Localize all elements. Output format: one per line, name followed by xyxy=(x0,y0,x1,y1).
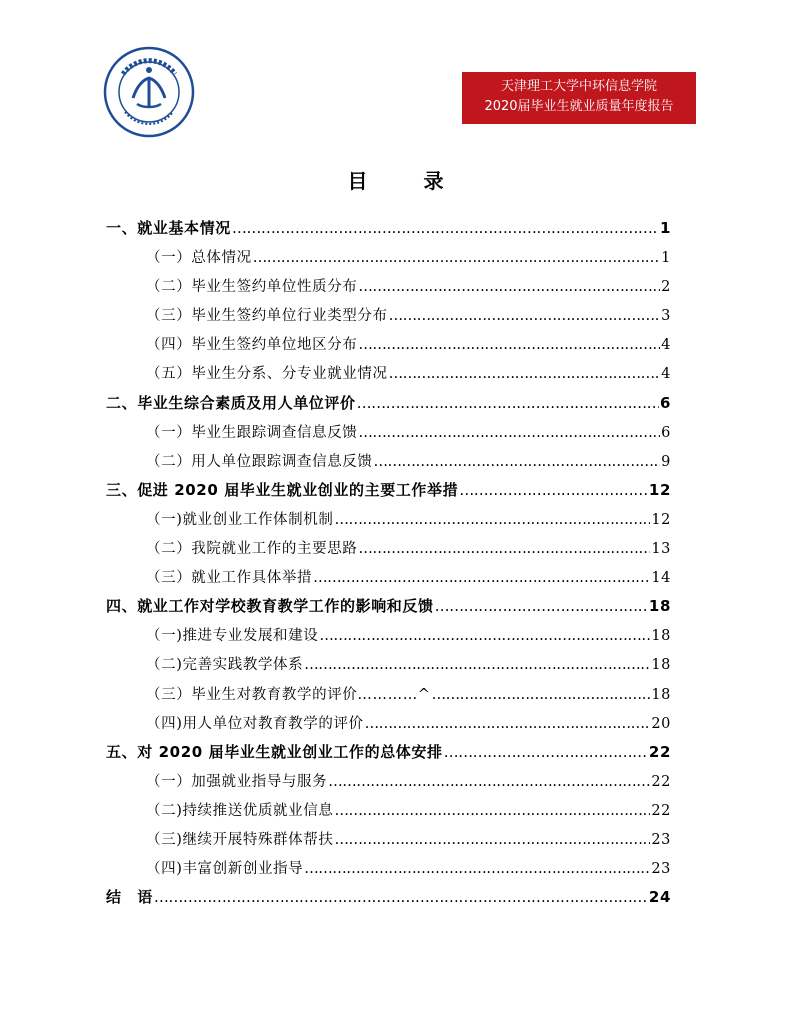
toc-entry-title: （三）就业工作具体举措 xyxy=(146,570,313,587)
header-report-title: 2020届毕业生就业质量年度报告 xyxy=(484,99,674,114)
toc-dot-leader xyxy=(358,425,660,441)
toc-subsection-entry[interactable] xyxy=(106,857,671,886)
toc-page-number: 24 xyxy=(648,888,671,907)
toc-subsection-entry[interactable] xyxy=(106,275,671,304)
toc-page-number: 6 xyxy=(659,393,671,412)
toc-page-number: 3 xyxy=(661,308,671,325)
toc-section-entry[interactable] xyxy=(106,595,671,624)
toc-page-number: 22 xyxy=(651,802,671,819)
toc-subsection-entry[interactable] xyxy=(106,246,671,275)
toc-dot-leader xyxy=(334,512,650,528)
school-seal-logo-icon xyxy=(103,46,195,138)
toc-page-number: 22 xyxy=(651,773,671,790)
toc-subsection-entry[interactable] xyxy=(106,450,671,479)
toc-dot-leader xyxy=(328,774,650,790)
toc-subsection-entry[interactable] xyxy=(106,712,671,741)
toc-page-number: 4 xyxy=(661,337,671,354)
toc-dot-leader xyxy=(435,597,648,615)
toc-dot-leader xyxy=(389,366,661,382)
toc-entry-title: （一）毕业生跟踪调查信息反馈 xyxy=(146,424,358,441)
toc-page-number: 12 xyxy=(648,480,671,499)
toc-dot-leader xyxy=(358,541,650,557)
toc-section-entry[interactable] xyxy=(106,479,671,508)
toc-entry-title: 结 语 xyxy=(106,888,153,907)
toc-page-number: 4 xyxy=(661,366,671,383)
toc-entry-title: （四)丰富创新创业指导 xyxy=(146,861,304,878)
toc-subsection-entry[interactable] xyxy=(106,624,671,653)
toc-dot-leader xyxy=(154,888,648,906)
toc-page-number: 6 xyxy=(661,424,671,441)
toc-subsection-entry[interactable] xyxy=(106,828,671,857)
toc-page-number: 14 xyxy=(651,570,671,587)
toc-page-number: 1 xyxy=(659,219,671,237)
toc-dot-leader xyxy=(304,657,650,673)
toc-dot-leader xyxy=(253,250,660,266)
toc-subsection-entry[interactable] xyxy=(106,537,671,566)
toc-subsection-entry[interactable] xyxy=(106,421,671,450)
toc-entry-title: （一）加强就业指导与服务 xyxy=(146,773,328,790)
toc-dot-leader xyxy=(319,628,650,644)
toc-page-number: 18 xyxy=(651,686,671,703)
toc-page-number: 18 xyxy=(651,628,671,645)
toc-dot-leader xyxy=(444,743,648,761)
toc-dot-leader xyxy=(432,687,651,703)
toc-entry-title: （三）毕业生对教育教学的评价…………^ xyxy=(146,686,431,703)
toc-subsection-entry[interactable] xyxy=(106,770,671,799)
toc-section-entry[interactable] xyxy=(106,741,671,770)
header-school-name: 天津理工大学中环信息学院 xyxy=(500,79,657,94)
toc-entry-title: （二)持续推送优质就业信息 xyxy=(146,802,334,819)
toc-subsection-entry[interactable] xyxy=(106,566,671,595)
toc-subsection-entry[interactable] xyxy=(106,304,671,333)
toc-section-entry[interactable] xyxy=(106,392,671,421)
toc-page-number: 9 xyxy=(661,453,671,470)
toc-dot-leader xyxy=(365,716,651,732)
toc-entry-title: （一）总体情况 xyxy=(146,250,252,267)
toc-subsection-entry[interactable] xyxy=(106,653,671,682)
toc-dot-leader xyxy=(232,219,659,237)
toc-section-entry[interactable] xyxy=(106,886,671,915)
toc-entry-title: （一)就业创业工作体制机制 xyxy=(146,511,334,528)
toc-entry-title: 四、就业工作对学校教育教学工作的影响和反馈 xyxy=(106,597,434,616)
toc-entry-title: （五）毕业生分系、分专业就业情况 xyxy=(146,366,388,383)
toc-entry-title: （二）毕业生签约单位性质分布 xyxy=(146,279,358,296)
toc-entry-title: 五、对 2020 届毕业生就业创业工作的总体安排 xyxy=(106,742,443,761)
toc-entry-title: （二）用人单位跟踪调查信息反馈 xyxy=(146,453,373,470)
toc-page-number: 13 xyxy=(651,541,671,558)
toc-entry-title: （三)继续开展特殊群体帮扶 xyxy=(146,831,334,848)
toc-entry-title: （一)推进专业发展和建设 xyxy=(146,628,319,645)
toc-section-entry[interactable] xyxy=(106,217,671,246)
toc-dot-leader xyxy=(374,454,661,470)
toc-subsection-entry[interactable] xyxy=(106,508,671,537)
report-header-banner xyxy=(462,72,696,124)
toc-dot-leader xyxy=(304,861,650,877)
toc-page-number: 2 xyxy=(661,279,671,296)
toc-page-number: 23 xyxy=(651,831,671,848)
toc-subsection-entry[interactable] xyxy=(106,799,671,828)
toc-page-number: 12 xyxy=(651,511,671,528)
toc-entry-title: 一、就业基本情况 xyxy=(106,219,231,237)
toc-subsection-entry[interactable] xyxy=(106,362,671,391)
toc-page-number: 22 xyxy=(648,742,671,761)
toc-dot-leader xyxy=(358,279,660,295)
toc-dot-leader xyxy=(389,308,661,324)
toc-page-number: 23 xyxy=(651,861,671,878)
toc-subsection-entry[interactable] xyxy=(106,683,671,712)
toc-entry-title: （四)用人单位对教育教学的评价 xyxy=(146,715,364,732)
toc-dot-leader xyxy=(358,337,660,353)
toc-entry-title: （四）毕业生签约单位地区分布 xyxy=(146,337,358,354)
toc-title: 目 录 xyxy=(347,169,462,193)
toc-dot-leader xyxy=(334,803,650,819)
toc-entry-title: 二、毕业生综合素质及用人单位评价 xyxy=(106,393,356,412)
toc-page-number: 18 xyxy=(648,597,671,616)
toc-page-number: 18 xyxy=(651,657,671,674)
toc-page-number: 1 xyxy=(661,250,671,267)
toc-dot-leader xyxy=(459,481,648,499)
toc-dot-leader xyxy=(313,570,650,586)
table-of-contents xyxy=(106,217,671,915)
toc-dot-leader xyxy=(334,832,650,848)
toc-subsection-entry[interactable] xyxy=(106,333,671,362)
toc-page-number: 20 xyxy=(651,715,671,732)
toc-entry-title: 三、促进 2020 届毕业生就业创业的主要工作举措 xyxy=(106,480,459,499)
toc-entry-title: （二）我院就业工作的主要思路 xyxy=(146,541,358,558)
toc-entry-title: （三）毕业生签约单位行业类型分布 xyxy=(146,308,388,325)
toc-dot-leader xyxy=(357,394,659,412)
toc-entry-title: （二)完善实践教学体系 xyxy=(146,657,304,674)
